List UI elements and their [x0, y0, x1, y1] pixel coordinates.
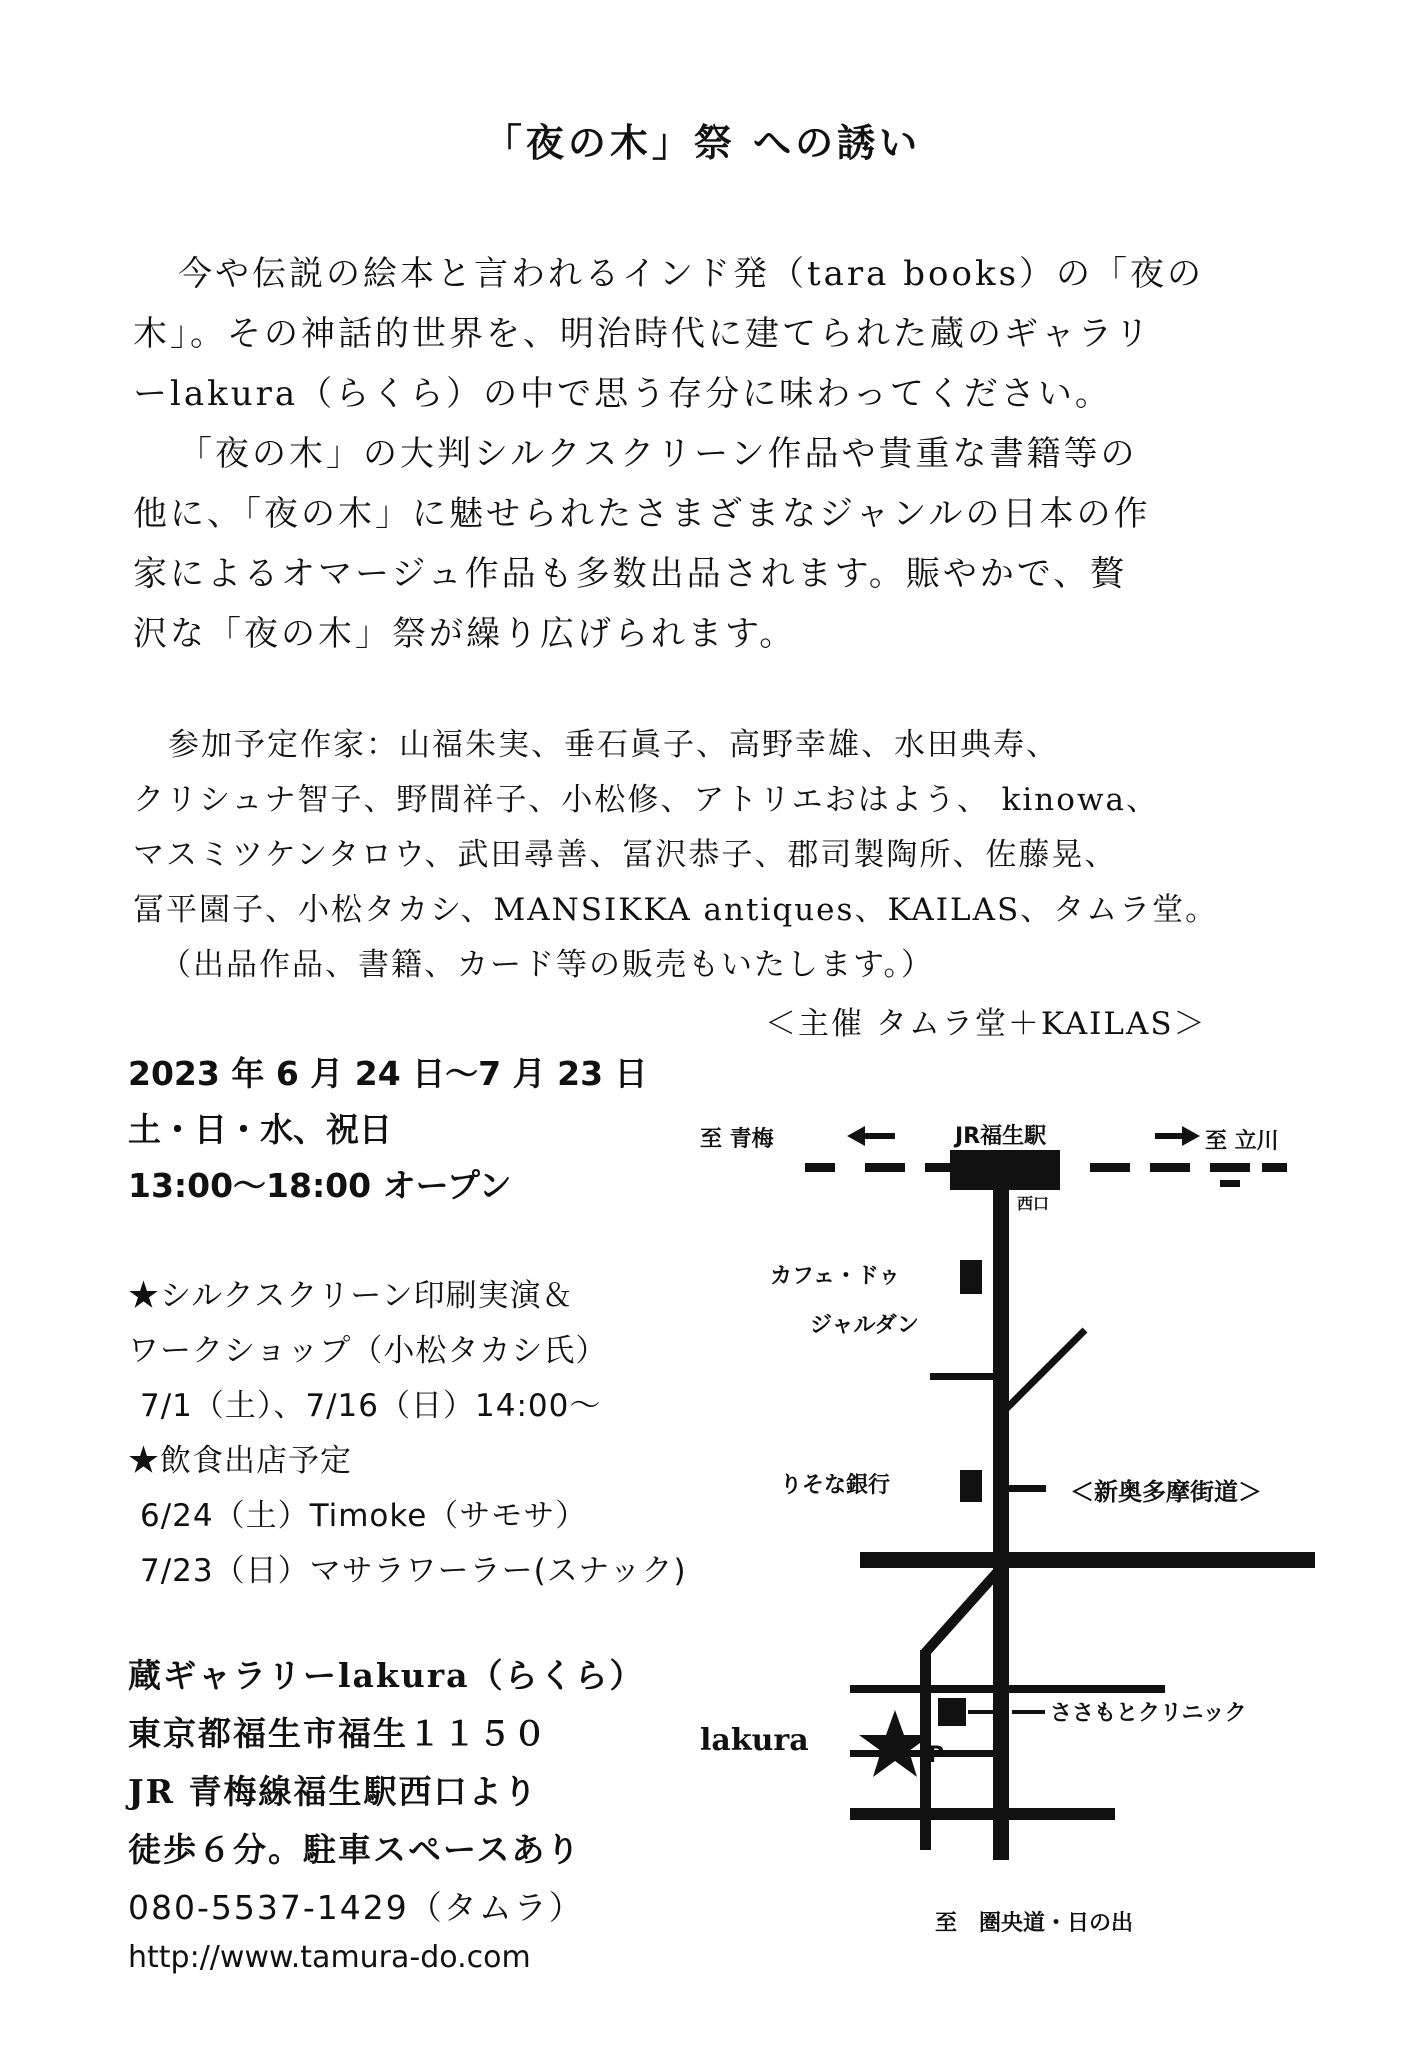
side-road [850, 1750, 1000, 1757]
event-hours: 13:00～18:00 オープン [128, 1166, 512, 1205]
map-label-bank: りそな銀行 [780, 1473, 891, 1498]
event-line: 6/24（土）Timoke（サモサ） [140, 1498, 588, 1534]
map-label-cafe: カフェ・ドゥ [770, 1264, 901, 1289]
intro-line: 木」。その神話的世界を、明治時代に建てられた蔵のギャラリ [133, 314, 1152, 354]
bank-building [960, 1470, 982, 1502]
venue-access: 徒歩６分。駐車スペースあり [128, 1830, 582, 1869]
side-road [925, 1568, 1001, 1653]
intro-line: 今や伝説の絵本と言われるインド発（tara books）の「夜の [178, 254, 1205, 294]
participants-line: 参加予定作家：山福朱実、垂石眞子、高野幸雄、水田典寿、 [168, 727, 1059, 763]
side-road [850, 1685, 1165, 1693]
map-label-lakura: lakura [700, 1723, 809, 1758]
event-line: ★シルクスクリーン印刷実演＆ [128, 1278, 574, 1314]
access-map [700, 1090, 1350, 1950]
map-label-cafe: ジャルダン [810, 1313, 919, 1338]
side-road [930, 1373, 1005, 1380]
page-title: 「夜の木」祭 への誘い [483, 120, 922, 165]
map-label-west-exit: 西口 [1017, 1194, 1050, 1213]
participants-line: 冨平園子、小松タカシ、MANSIKKA antiques、KAILAS、タムラ堂。 [133, 892, 1219, 928]
venue-access: JR 青梅線福生駅西口より [128, 1772, 539, 1811]
cafe-building [960, 1260, 982, 1294]
event-line: 7/1（土）、7/16（日）14:00～ [140, 1388, 602, 1424]
participants-line: クリシュナ智子、野間祥子、小松修、アトリエおはよう、 kinowa、 [133, 782, 1159, 818]
participants-line: マスミツケンタロウ、武田尋善、冨沢恭子、郡司製陶所、佐藤晃、 [133, 837, 1118, 873]
side-road [1001, 1485, 1046, 1492]
map-label-ome: 至 青梅 [700, 1127, 774, 1152]
map-label-tachikawa: 至 立川 [1205, 1129, 1279, 1154]
side-road [1005, 1330, 1085, 1410]
intro-line: 家によるオマージュ作品も多数出品されます。賑やかで、贅 [133, 554, 1128, 594]
event-days: 土・日・水、祝日 [128, 1110, 392, 1149]
arrow-right-icon [1155, 1126, 1200, 1146]
clinic-building [938, 1698, 966, 1726]
map-svg [700, 1090, 1350, 1950]
map-label-station: JR福生駅 [955, 1124, 1047, 1149]
map-label-clinic: ささもとクリニック [1050, 1701, 1247, 1726]
side-road [850, 1808, 1115, 1820]
intro-line: 他に、「夜の木」に魅せられたさまざまなジャンルの日本の作 [133, 494, 1151, 534]
map-label-south: 至 圏央道・日の出 [935, 1911, 1134, 1936]
intro-line: ーlakura（らくら）の中で思う存分に味わってください。 [133, 374, 1112, 414]
station-building [950, 1150, 1060, 1190]
participants-line: （出品作品、書籍、カード等の販売もいたします。） [160, 947, 935, 983]
shin-okutama-road [860, 1552, 1315, 1568]
venue-name: 蔵ギャラリーlakura（らくら） [128, 1656, 645, 1695]
main-road [993, 1190, 1009, 1860]
event-line: 7/23（日）マサラワーラー(スナック) [140, 1553, 687, 1589]
venue-url[interactable]: http://www.tamura-do.com [128, 1940, 531, 1975]
organizer-label: ＜主催 タムラ堂＋KAILAS＞ [765, 1006, 1207, 1042]
event-dates: 2023 年 6 月 24 日～7 月 23 日 [128, 1054, 648, 1093]
venue-address: 東京都福生市福生１１５０ [128, 1714, 548, 1753]
intro-line: 「夜の木」の大判シルクスクリーン作品や貴重な書籍等の [178, 434, 1138, 474]
parking-icon: P [928, 1743, 945, 1768]
venue-phone: 080-5537-1429（タムラ） [128, 1888, 584, 1927]
arrow-left-icon [847, 1126, 895, 1146]
intro-line: 沢な「夜の木」祭が繰り広げられます。 [133, 614, 797, 654]
event-line: ★飲食出店予定 [128, 1443, 352, 1479]
event-line: ワークショップ（小松タカシ氏） [128, 1333, 608, 1369]
map-label-road: ＜新奥多摩街道＞ [1070, 1478, 1262, 1506]
